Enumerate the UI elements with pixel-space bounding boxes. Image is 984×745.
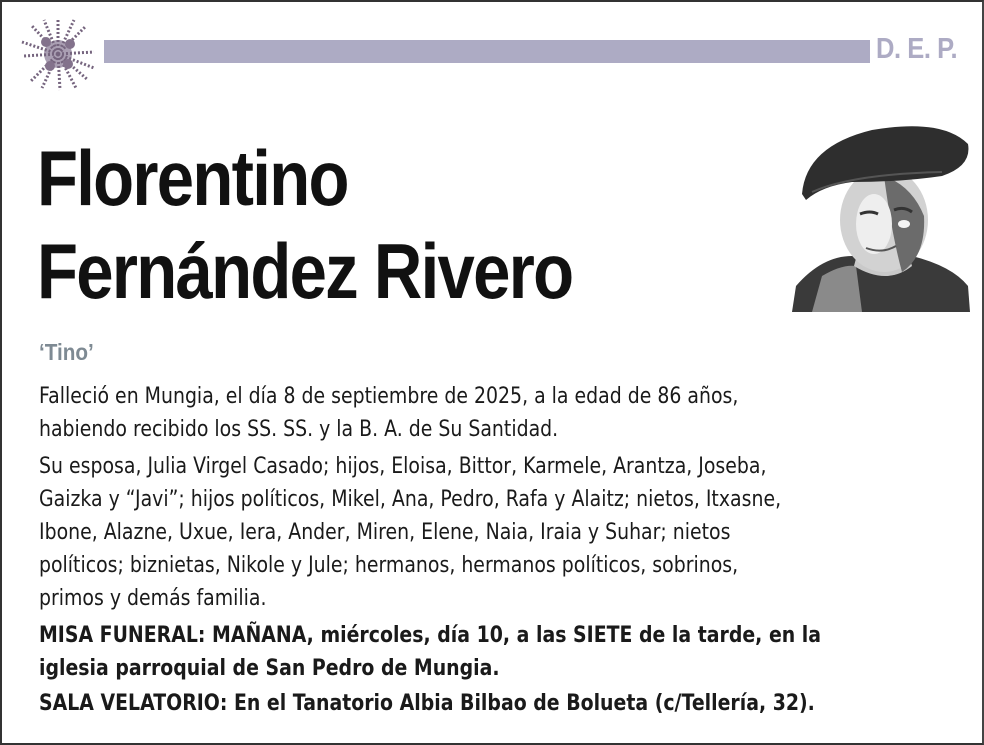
wake-location [39,687,837,720]
name-line-2: Fernández Rivero [37,227,573,315]
deceased-name [37,132,572,318]
wake-line: SALA VELATORIO: En el Tanatorio Albia Bilbao de Bolueta (c/Tellería, 32). [39,690,815,716]
family-line: primos y demás familia. [39,585,267,611]
death-line-2: habiendo recibido los SS. SS. y la B. A. de Su Santidad. [39,416,559,442]
name-line-1: Florentino [37,134,348,222]
death-line-1: Falleció en Mungia, el día 8 de septiembre de 2025, a la edad de 86 años, [39,383,739,409]
portrait-photo [792,116,970,312]
funeral-line-2: iglesia parroquial de San Pedro de Mungia. [39,655,500,681]
family-line: Ibone, Alazne, Uxue, Iera, Ander, Miren, Elene, Naia, Iraia y Suhar; nietos [39,519,731,545]
nickname: ‘Tino’ [39,339,94,365]
family-line: Su esposa, Julia Virgel Casado; hijos, Eloisa, Bittor, Karmele, Arantza, Joseba, [39,453,767,479]
dep-label: D. E. P. [876,33,958,65]
death-announcement [39,380,837,446]
flower-ornament-icon [16,12,100,92]
funeral-mass [39,619,837,685]
notice-body [39,380,837,722]
family-line: Gaizka y “Javi”; hijos políticos, Mikel, Ana, Pedro, Rafa y Alaitz; nietos, Itxasne, [39,486,782,512]
family-line: políticos; biznietas, Nikole y Jule; hermanos, hermanos políticos, sobrinos, [39,552,739,578]
family-list [39,450,837,615]
header-divider-bar [104,40,870,63]
funeral-line-1: MISA FUNERAL: MAÑANA, miércoles, día 10, a las SIETE de la tarde, en la [39,622,822,648]
